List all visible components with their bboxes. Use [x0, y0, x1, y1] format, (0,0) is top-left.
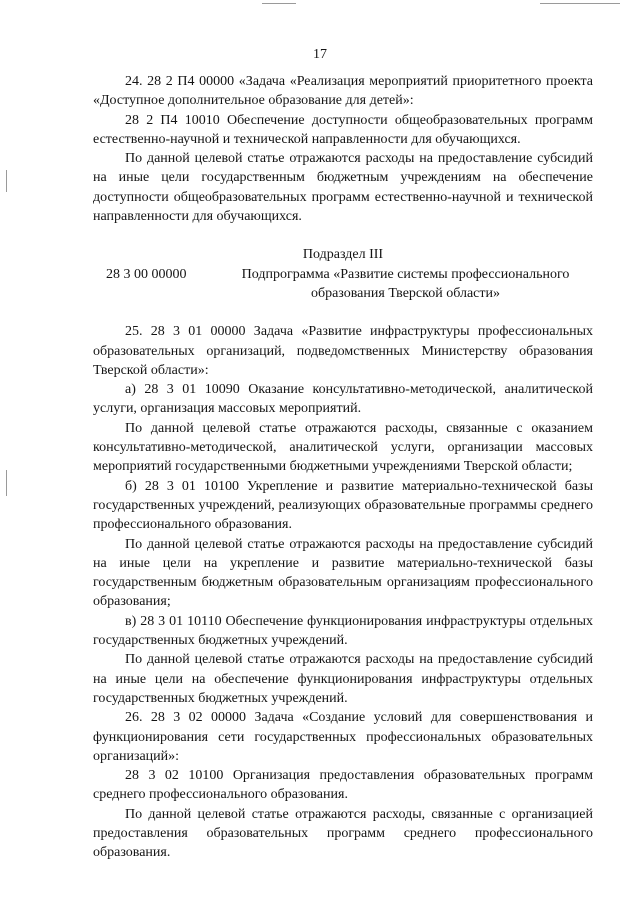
paragraph-item-a: а) 28 3 01 10090 Оказание консультативно-методической, аналитической услуги, организация массовых мероприятий.: [93, 382, 593, 417]
subsection-title: Подпрограмма «Развитие системы профессионального образования Тверской области»: [241, 266, 570, 301]
scan-artifact: [540, 3, 620, 4]
page-number: 17: [313, 47, 327, 62]
paragraph-description: По данной целевой статье отражаются расходы, связанные с организацией предоставления образовательных программ среднего профессионального образования.: [93, 806, 593, 861]
paragraph-description: По данной целевой статье отражаются расходы на предоставление субсидий на иные цели на обеспечение функционирования инфраструктуры отдельных государственных бюджетных учреждений.: [93, 652, 593, 706]
subsection-heading: Подраздел III: [302, 247, 384, 263]
paragraph-article-28-2-P4-10010: 28 2 П4 10010 Обеспечение доступности общеобразовательных программ естественно-научной и технической направленности для обучающихся.: [93, 112, 593, 147]
paragraph-description: По данной целевой статье отражаются расходы на предоставление субсидий на иные цели на укрепление и развитие материально-технической базы государственным бюджетным образовательным организациям профессионального образования;: [93, 536, 593, 610]
subsection-program: [93, 265, 593, 304]
scan-artifact: [6, 170, 7, 192]
paragraph-task-25: 25. 28 3 01 00000 Задача «Развитие инфраструктуры профессиональных образовательных организаций, подведомственных Министерству образования Тверской области»:: [93, 324, 593, 378]
paragraph-task-26: 26. 28 3 02 00000 Задача «Создание условий для совершенствования и функционирования сети государственных профессиональных образовательных организаций»:: [93, 710, 593, 764]
spacer: [93, 303, 593, 322]
scan-artifact: [6, 470, 7, 496]
document-body: [93, 72, 593, 863]
paragraph-item-b: б) 28 3 01 10100 Укрепление и развитие материально-технической базы государственных учреждений, реализующих образовательные программы среднего профессионального образования.: [93, 478, 593, 533]
paragraph-item-v: в) 28 3 01 10110 Обеспечение функционирования инфраструктуры отдельных государственных бюджетных учреждений.: [93, 613, 593, 649]
paragraph-task-24: 24. 28 2 П4 00000 «Задача «Реализация мероприятий приоритетного проекта «Доступное дополнительное образование для детей»:: [93, 74, 593, 109]
paragraph-description: По данной целевой статье отражаются расходы на предоставление субсидий на иные цели государственным бюджетным учреждениям на обеспечение доступности общеобразовательных программ естественно-научной и технической направленности для обучающихся.: [93, 151, 593, 225]
paragraph-article-28-3-02-10100: 28 3 02 10100 Организация предоставления образовательных программ среднего профессионального образования.: [93, 768, 593, 803]
scan-artifact: [262, 3, 296, 4]
paragraph-description: По данной целевой статье отражаются расходы, связанные с оказанием консультативно-методической, аналитической услуги, организации массовых мероприятий государственными бюджетными учреждениями Тверской области;: [93, 420, 593, 475]
subsection-code: 28 3 00 00000: [106, 266, 187, 282]
